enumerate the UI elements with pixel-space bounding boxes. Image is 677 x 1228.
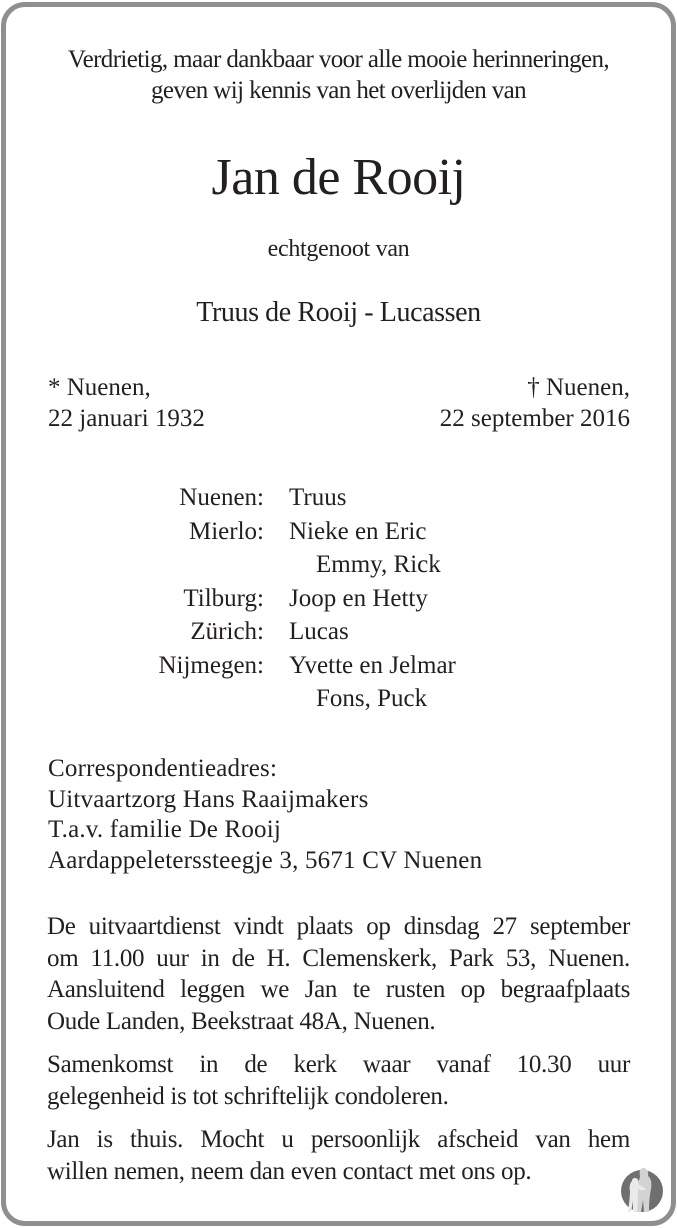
family-names: Joop en Hetty	[289, 584, 428, 612]
death-place: † Nuenen,	[527, 374, 630, 401]
funeral-service-paragraph	[47, 911, 630, 1037]
family-row	[150, 649, 550, 683]
family-place	[150, 548, 289, 582]
family-row	[150, 481, 550, 515]
spouse-label: echtgenoot van	[267, 236, 410, 262]
deceased-name: Jan de Rooij	[211, 149, 466, 206]
family-row	[150, 515, 550, 549]
family-row	[150, 682, 550, 716]
death-info	[440, 372, 630, 434]
paragraph-line: Aansluitend leggen we Jan te rusten op begraafplaats	[47, 976, 630, 1003]
family-row	[150, 582, 550, 616]
family-list	[150, 481, 550, 716]
embracing-figures-icon	[618, 1166, 666, 1214]
family-place: Zürich:	[190, 618, 264, 645]
intro-line: geven wij kennis van het overlijden van	[150, 77, 527, 104]
paragraph-line: om 11.00 uur in de H. Clemenskerk, Park 53, Nuenen.	[47, 944, 630, 972]
family-names: Yvette en Jelmar	[289, 651, 456, 679]
home-visit-paragraph	[47, 1124, 630, 1187]
death-date: 22 september 2016	[439, 405, 630, 432]
birth-info	[48, 372, 205, 434]
spouse-name: Truus de Rooij - Lucassen	[196, 297, 481, 328]
birth-date: 22 januari 1932	[48, 405, 205, 432]
family-row	[150, 615, 550, 649]
birth-place: * Nuenen,	[48, 374, 151, 401]
correspondence-address	[48, 754, 482, 876]
address-line: Aardappeleterssteegje 3, 5671 CV Nuenen	[48, 846, 483, 874]
family-place: Mierlo:	[189, 517, 264, 545]
family-names: Emmy, Rick	[316, 551, 441, 578]
gathering-paragraph	[47, 1049, 630, 1112]
family-row	[150, 548, 550, 582]
family-place: Nijmegen:	[158, 651, 264, 679]
paragraph-line: Samenkomst in de kerk waar vanaf 10.30 uur	[47, 1051, 630, 1078]
address-label: Correspondentieadres:	[48, 755, 278, 782]
address-line: Uitvaartzorg Hans Raaijmakers	[48, 785, 369, 813]
address-line: T.a.v. familie De Rooij	[48, 816, 282, 843]
family-names: Fons, Puck	[316, 685, 428, 712]
paragraph-line: Jan is thuis. Mocht u persoonlijk afscheid van hem	[47, 1126, 630, 1153]
family-names: Nieke en Eric	[289, 517, 427, 545]
intro-line: Verdrietig, maar dankbaar voor alle mooie herinneringen,	[67, 46, 610, 73]
family-place: Nuenen:	[179, 484, 264, 511]
family-names: Truus	[289, 484, 347, 511]
family-place	[150, 682, 289, 716]
intro-text	[0, 44, 677, 106]
family-names: Lucas	[289, 618, 349, 645]
paragraph-line: gelegenheid is tot schriftelijk condoleren.	[47, 1082, 449, 1110]
paragraph-line: willen nemen, neem dan even contact met ons op.	[47, 1157, 532, 1185]
paragraph-line: Oude Landen, Beekstraat 48A, Nuenen.	[47, 1007, 436, 1035]
paragraph-line: De uitvaartdienst vindt plaats op dinsdag 27 september	[47, 913, 630, 940]
family-place: Tilburg:	[183, 584, 264, 612]
